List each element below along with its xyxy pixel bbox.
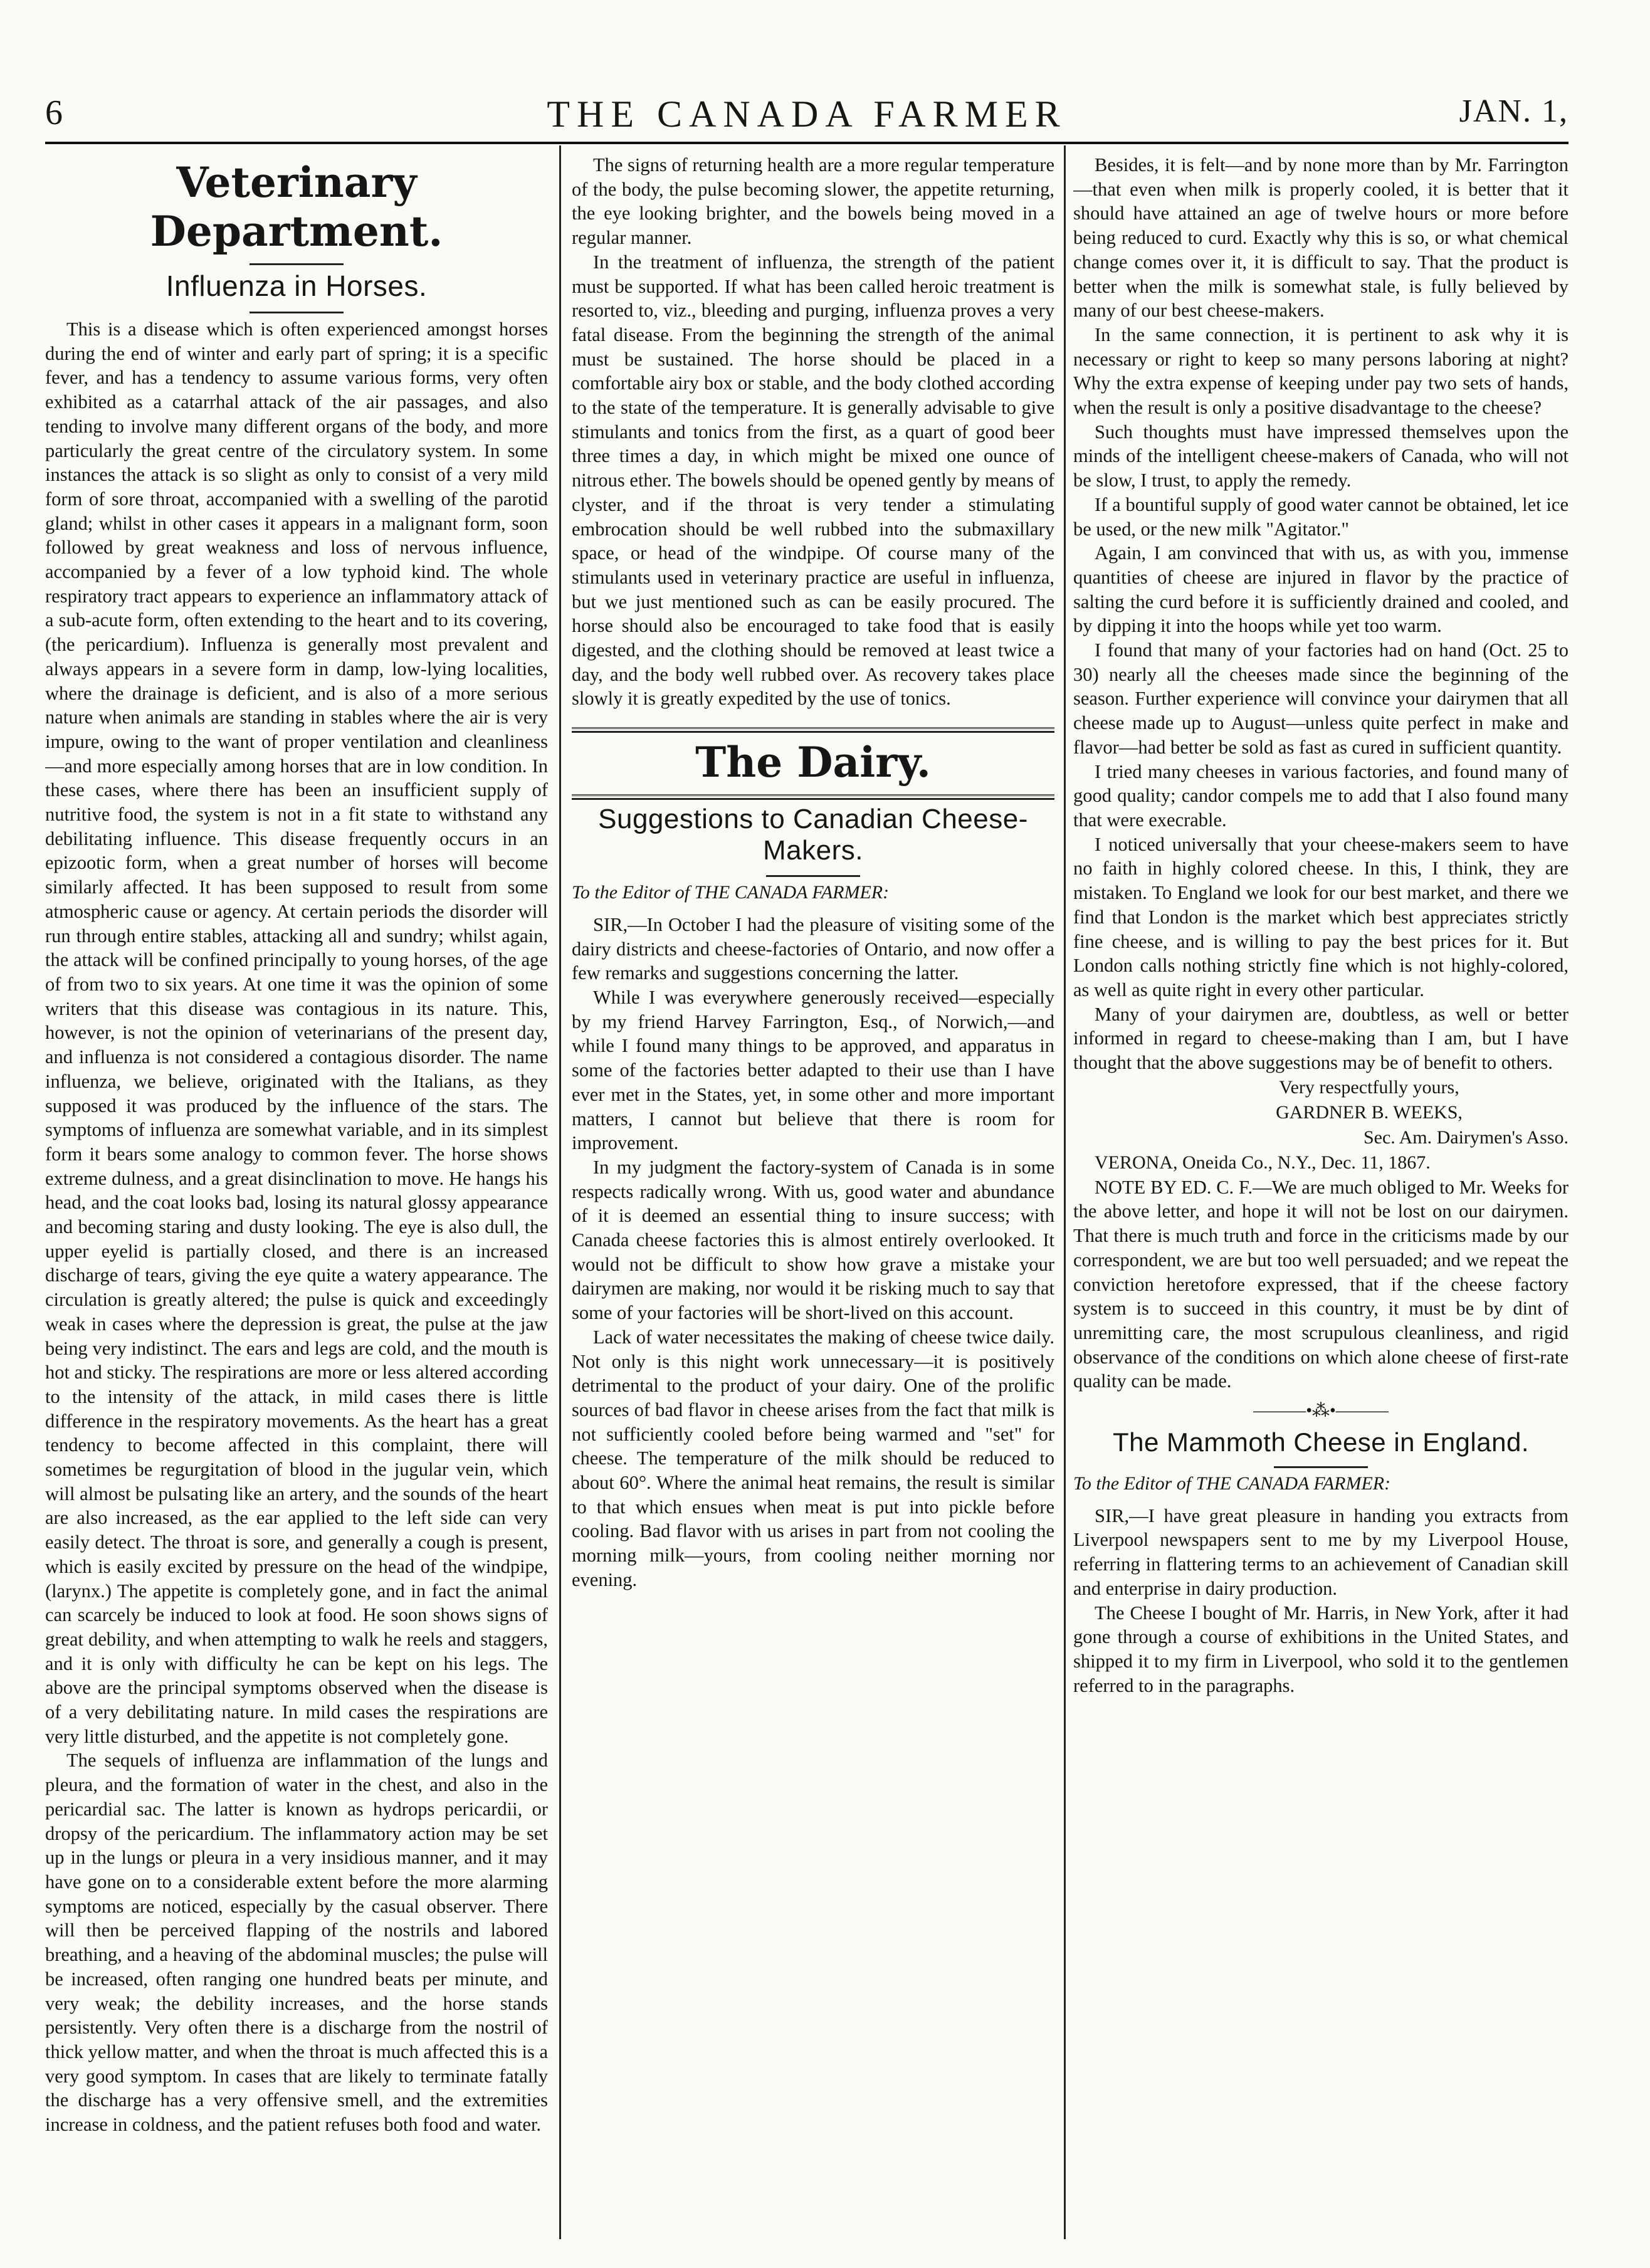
veterinary-department-title: Veterinary Department. [150, 158, 443, 256]
letter-paragraph: Again, I am convinced that with us, as with you, immense quantities of cheese are injured in flavor by the practice of salting the curd before it is sufficiently drained and cooled, and by dipping it into the hoops while yet too warm. [1073, 542, 1569, 637]
column-rule [559, 145, 561, 2239]
letter-place-date: VERONA, Oneida Co., N.Y., Dec. 11, 1867. [1095, 1152, 1431, 1173]
letter-paragraph: SIR,—I have great pleasure in handing you extracts from Liverpool newspapers sent to me by my Liverpool House, referring in flattering terms to an achievement of Canadian skill and enterprise in dairy production. [1073, 1504, 1569, 1599]
letter-paragraph: While I was everywhere generously received—especially by my friend Harvey Farrington, Esq., of Norwich,—and while I found many things to be approved, and apparatus in some of the factories better adapted to their use than I have ever met in the States, yet, in some other and more important matters, I cannot but believe that there is room for improvement. [572, 986, 1054, 1154]
letter-paragraph: I noticed universally that your cheese-makers seem to have no faith in highly colored cheese. In this, I think, they are mistaken. To England we look for our best market, and there we find that London is the market which best appreciates strictly fine cheese, and is willing to pay the best prices for it. But London calls nothing strictly fine which is not highly-colored, as well as quite right in every other particular. [1073, 833, 1569, 1000]
signer-title: Sec. Am. Dairymen's Asso. [1363, 1126, 1569, 1148]
mammoth-cheese-heading: The Mammoth Cheese in England. [1112, 1427, 1529, 1457]
issue-date: JAN. 1, [1459, 93, 1569, 129]
letter-signature: GARDNER B. WEEKS, [1276, 1101, 1463, 1123]
divider [766, 875, 860, 877]
article-paragraph: This is a disease which is often experienced amongst horses during the end of winter and early part of spring; it is a specific fever, and has a tendency to assume various forms, very often exhibited as a catarrhal attack of the air passages, and also tending to involve many different organs of the body, and more particularly the great centre of the circulatory system. In some instances the attack is so slight as only to consist of a very mild form of sore throat, accompanied with a swelling of the parotid gland; whilst in other cases it appears in a malignant form, soon followed by great weakness and loss of nervous influence, accompanied by a fever of a low typhoid kind. The whole respiratory tract appears to experience an inflammatory attack of a sub-acute form, often extending to the heart and to its covering, (the pericardium). Influenza is generally most prevalent and always appears in a severe form in damp, low-lying localities, where the drainage is deficient, and is also of a more serious nature when animals are standing in stables where the air is very impure, owing to the want of proper ventilation and cleanliness—and more especially among horses that are in low condition. In these cases, where there has been an insufficient supply of nutritive food, the system is not in a fit state to withstand any debilitating influence. This disease frequently occurs in an epizootic form, when a great number of horses will become similarly affected. It has been supposed to result from some atmospheric cause or agency. At certain periods the disorder will run through entire stables, attacking all and sundry; whilst again, the attack will be confined principally to young horses, of the age of from two to six years. At one time it was the opinion of some writers that this disease was contagious in its nature. This, however, is not the opinion of veterinarians of the present day, and influenza is not considered a contagious disorder. The name influenza, we believe, originated with the Italians, as they supposed it was produced by the influence of the stars. The symptoms of influenza are somewhat variable, and in its simplest form it bears some analogy to common fever. The horse shows extreme dulness, and a great disinclination to move. He hangs his head, and the coat looks bad, losing its natural glossy appearance and becoming staring and dusty looking. The eye is also dull, the upper eyelid is partially closed, and there is an increased discharge of tears, giving the eye quite a watery appearance. The circulation is greatly altered; the pulse is quick and exceedingly weak in cases where the depression is great, the pulse at the jaw being very indistinct. The ears and legs are cold, and the mouth is hot and sticky. The respirations are more or less altered according to the intensity of the attack, in mild cases there is little difference in the respiratory movements. As the heart has a great tendency to become affected in this complaint, there will sometimes be regurgitation of blood in the jugular vein, which will almost be pulsating like an artery, and the sounds of the heart are also increased, as the ear applied to the left side can very easily detect. The throat is sore, and generally a cough is present, which is easily excited by pressure on the head of the windpipe, (larynx.) The appetite is completely gone, and in fact the animal can scarcely be induced to look at food. He soon shows signs of great debility, and when attempting to walk he reels and staggers, and it is only with difficulty he can be kept on his legs. The above are the principal symptoms observed when the disease is of a very debilitating nature. In mild cases the respirations are very little disturbed, and the appetite is not completely gone. [45, 318, 548, 1747]
article-paragraph: The sequels of influenza are inflammation of the lungs and pleura, and the formation of water in the chest, and also in the pericardial sac. The latter is known as hydrops pericardii, or dropsy of the pericardium. The inflammatory action may be set up in the lungs or pleura in a very insidious manner, and it may have gone on to a considerable extent before the more alarming symptoms are noticed, especially by the casual observer. There will then be perceived flapping of the nostrils and labored breathing, and a heaving of the abdominal muscles; the pulse will be increased, often ranging one hundred beats per minute, and very weak; the debility increases, and the horse stands persistently. Very often there is a discharge from the nostril of thick yellow matter, and when the throat is much affected this is a very good symptom. In cases that are likely to terminate fatally the discharge has a very offensive smell, and the extremities increase in coldness, and the patient refuses both food and water. [45, 1750, 548, 2136]
column-2 [572, 153, 1054, 2234]
letter-paragraph: If a bountiful supply of good water cannot be obtained, let ice be used, or the new milk "Agitator." [1073, 493, 1569, 540]
column-rule [1064, 145, 1066, 2239]
letter-paragraph: In the same connection, it is pertinent to ask why it is necessary or right to keep so many persons laboring at night? Why the extra expense of keeping under pay two sets of hands, when the result is only a positive disadvantage to the cheese? [1073, 323, 1569, 419]
dairy-department-title: The Dairy. [695, 738, 931, 787]
divider [1274, 1466, 1368, 1468]
cheese-makers-heading: Suggestions to Canadian Cheese-Makers. [598, 804, 1028, 866]
ornament-divider: ———•⁂•——— [1253, 1401, 1389, 1421]
editor-note: NOTE BY ED. C. F.—We are much obliged to Mr. Weeks for the above letter, and hope it will not be lost on our dairymen. That there is much truth and force in the criticisms made by our correspondent, we are but too well persuaded; and we repeat the conviction heretofore expressed, that if the cheese factory system is to succeed in this country, it must be by dint of unremitting care, the most scrupulous cleanliness, and rigid observance of the conditions on which alone cheese of first-rate quality can be made. [1073, 1176, 1569, 1392]
divider [250, 263, 344, 265]
to-editor-line: To the Editor of THE CANADA FARMER: [572, 882, 890, 903]
letter-paragraph: Lack of water necessitates the making of cheese twice daily. Not only is this night work unnecessary—it is positively detrimental to the product of your dairy. One of the prolific sources of bad flavor in cheese arises from the fact that milk is not sufficiently cooled before being warmed and "set" for cheese. The temperature of the milk should be reduced to about 60°. Where the animal heat remains, the result is similar to that which ensues when meat is put into pickle before cooling. Bad flavor with us arises in part from not cooling the morning milk—yours, from cooling neither morning nor evening. [572, 1326, 1054, 1590]
letter-paragraph: The Cheese I bought of Mr. Harris, in New York, after it had gone through a course of exhibitions in the United States, and shipped it to my firm in Liverpool, who sold it to the gentlemen referred to in the paragraphs. [1073, 1602, 1569, 1696]
letter-paragraph: Such thoughts must have impressed themselves upon the minds of the intelligent cheese-makers of Canada, who will not be slow, I trust, to apply the remedy. [1073, 421, 1569, 491]
masthead-title: THE CANADA FARMER [547, 93, 1067, 135]
letter-paragraph: I found that many of your factories had on hand (Oct. 25 to 30) nearly all the cheeses made since the beginning of the season. Further experience will convince your dairymen that all cheese made up to August—unless quite perfect in make and flavor—had better be sold as fast as cured in sufficient quantity. [1073, 639, 1569, 758]
divider [250, 312, 344, 313]
section-divider [572, 727, 1054, 733]
article-paragraph: The signs of returning health are a more regular temperature of the body, the pulse becoming slower, the appetite returning, the eye looking brighter, and the bowels being moved in a regular manner. [572, 154, 1054, 249]
letter-closing: Very respectfully yours, [1279, 1076, 1459, 1098]
page-number: 6 [45, 93, 63, 132]
to-editor-line: To the Editor of THE CANADA FARMER: [1073, 1473, 1391, 1494]
letter-paragraph: SIR,—In October I had the pleasure of visiting some of the dairy districts and cheese-factories of Ontario, and now offer a few remarks and suggestions concerning the latter. [572, 913, 1054, 984]
letter-paragraph: I tried many cheeses in various factories, and found many of good quality; candor compels me to add that I also found many that were execrable. [1073, 760, 1569, 831]
page-header [45, 93, 1569, 143]
letter-paragraph: Besides, it is felt—and by none more than by Mr. Farrington—that even when milk is properly cooled, it is better that it should have attained an age of twelve hours or more before being reduced to curd. Exactly why this is so, or what chemical change comes over it, it is difficult to say. That the product is better when the milk is somewhat stale, is fully believed by many of our best cheese-makers. [1073, 154, 1569, 322]
column-3 [1073, 153, 1569, 2234]
letter-paragraph: In my judgment the factory-system of Canada is in some respects radically wrong. With us, good water and abundance of it is deemed an essential thing to insure success; with Canada cheese factories this is almost entirely overlooked. It would not be difficult to show how grave a mistake your dairymen are making, nor would it be risking much to say that some of your factories will be short-lived on this account. [572, 1156, 1054, 1324]
section-divider [572, 794, 1054, 800]
letter-paragraph: Many of your dairymen are, doubtless, as well or better informed in regard to cheese-making than I am, but I have thought that the above suggestions may be of benefit to others. [1073, 1003, 1569, 1074]
article-paragraph: In the treatment of influenza, the strength of the patient must be supported. If what has been called heroic treatment is resorted to, viz., bleeding and purging, influenza proves a very fatal disease. From the beginning the strength of the animal must be sustained. The horse should be placed in a comfortable airy box or stable, and the body clothed according to the state of the temperature. It is generally advisable to give stimulants and tonics from the first, as a quart of good beer three times a day, in which might be mixed one ounce of nitrous ether. The bowels should be opened gently by means of clyster, and if the throat is very tender a stimulating embrocation should be well rubbed into the submaxillary space, or head of the windpipe. Of course many of the stimulants used in veterinary practice are useful in influenza, but we just mentioned such as can be easily procured. The horse should also be encouraged to take food that is easily digested, and the clothing should be removed at least twice a day, and the body well rubbed over. As recovery takes place slowly it is greatly expedited by the use of tonics. [572, 251, 1054, 710]
influenza-heading: Influenza in Horses. [166, 270, 428, 302]
header-rule [45, 142, 1569, 144]
column-1 [45, 153, 548, 2234]
